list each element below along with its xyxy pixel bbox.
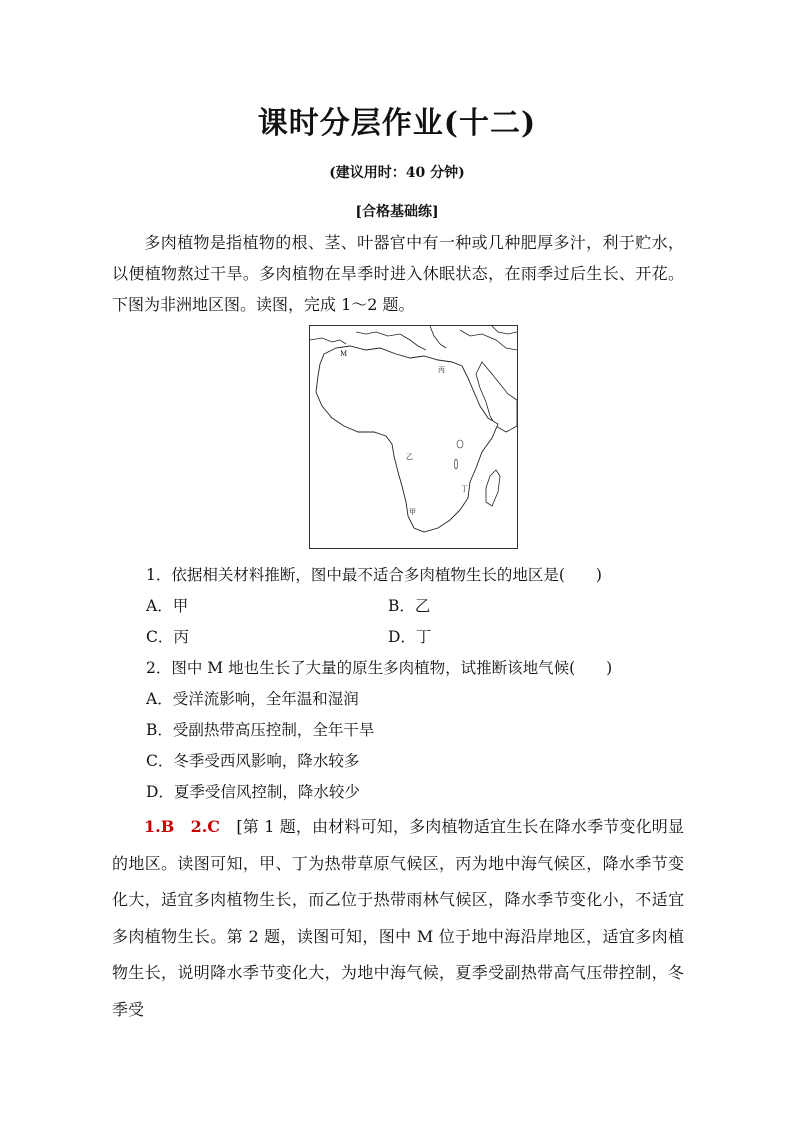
question-2-option-c: C．冬季受西风影响，降水较多 [146, 752, 360, 770]
section-heading: [合格基础练] [355, 204, 439, 220]
question-1-option-a: A．甲 [146, 597, 189, 615]
question-2-stem: 2．图中 M 地也生长了大量的原生多肉植物，试推断该地气候( ) [146, 659, 613, 677]
answer-key: 1.B 2.C [144, 817, 221, 836]
map-label-bing: 丙 [438, 366, 445, 374]
map-label-jia: 甲 [409, 508, 416, 516]
intro-paragraph [112, 227, 684, 320]
question-2-option-a: A．受洋流影响，全年温和湿润 [146, 690, 359, 708]
question-1-option-c: C．丙 [146, 628, 189, 646]
africa-map [309, 325, 518, 549]
question-1-option-d: D．丁 [388, 628, 432, 646]
time-suggestion: (建议用时：40 分钟) [329, 165, 465, 181]
africa-map-drawing [310, 326, 517, 548]
question-2-option-b: B．受副热带高压控制，全年干旱 [146, 721, 375, 739]
question-1-stem: 1．依据相关材料推断，图中最不适合多肉植物生长的地区是( ) [146, 566, 602, 584]
map-label-m: M [340, 350, 348, 358]
page-title: 课时分层作业(十二) [257, 106, 537, 141]
question-2-option-d: D．夏季受信风控制，降水较少 [146, 783, 360, 801]
map-label-yi: 乙 [406, 453, 413, 461]
map-label-ding: 丁 [461, 485, 468, 493]
answer-text: [第 1 题，由材料可知，多肉植物适宜生长在降水季节变化明显的地区。读图可知，甲、丁为热带草原气候区，丙为地中海气候区，降水季节变化大，适宜多肉植物生长，而乙位于热带雨林气候区，降水季节变化小，不适宜多肉植物生长。第 2 题，读图可知，图中 M 位于地中海沿岸地区，适宜多肉植物生长，说明降水季节变化大，为地中海气候，夏季受副热带高气压带控制，冬季受 [112, 817, 684, 1019]
question-1-option-b: B．乙 [388, 597, 431, 615]
intro-line-2: 以便植物熬过干旱。多肉植物在旱季时进入休眠状态，在雨季过后生长、开花。 [112, 264, 684, 283]
answer-explanation [112, 809, 684, 1028]
intro-line-1: 多肉植物是指植物的根、茎、叶器官中有一种或几种肥厚多汁，利于贮水， [144, 233, 684, 252]
intro-line-3: 下图为非洲地区图。读图，完成 1～2 题。 [112, 295, 415, 314]
